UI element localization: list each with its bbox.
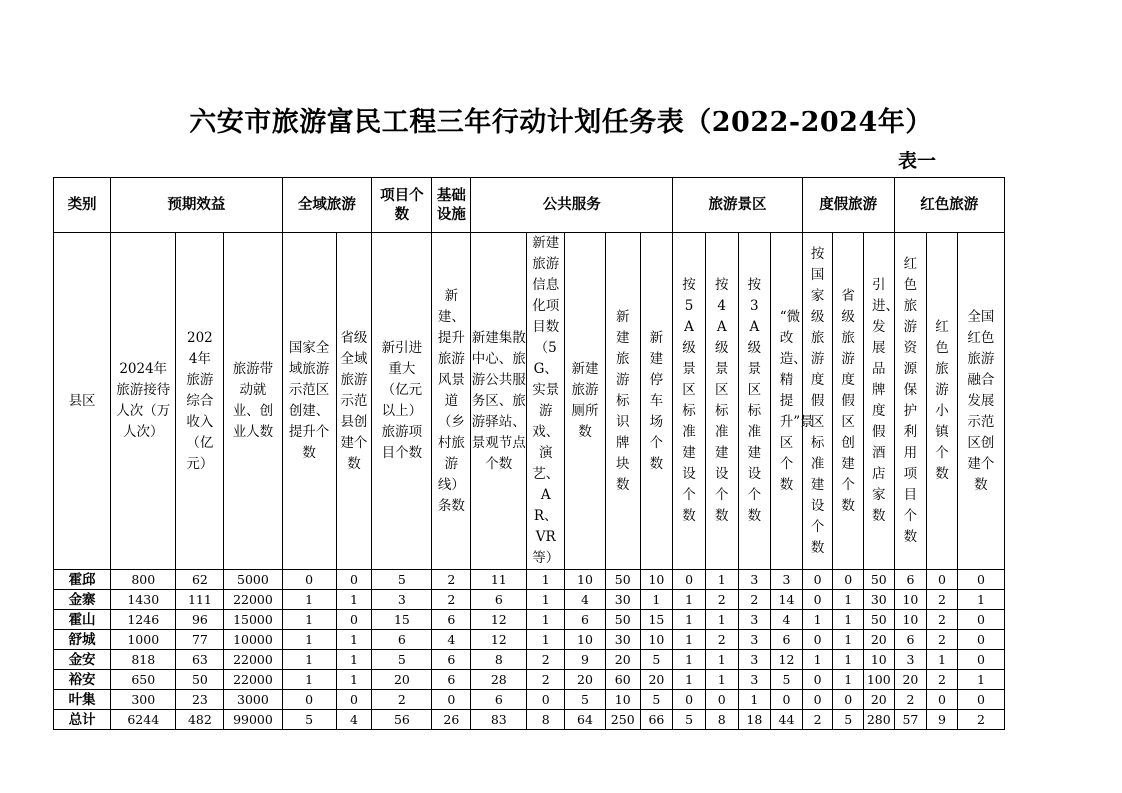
table-cell: 4: [432, 630, 471, 650]
table-cell: 1: [705, 650, 738, 670]
table-cell: 0: [432, 690, 471, 710]
table-cell: 20: [863, 630, 894, 650]
table-cell: 20: [565, 670, 606, 690]
table-cell: 50: [605, 570, 640, 590]
table-cell: 1: [527, 610, 565, 630]
table-cell: 0: [957, 690, 1004, 710]
table-cell: 1: [833, 650, 864, 670]
table-cell: 1: [802, 650, 833, 670]
table-cell: 11: [471, 570, 527, 590]
data-body: [54, 570, 1005, 730]
table-cell: 10: [640, 630, 673, 650]
table-cell: 15: [372, 610, 432, 630]
table-cell: 2: [432, 590, 471, 610]
table-cell: 4: [565, 590, 606, 610]
table-cell: 0: [802, 570, 833, 590]
page-title: 六安市旅游富民工程三年行动计划任务表（2022-2024年）: [189, 107, 933, 138]
table-cell: 1: [673, 630, 706, 650]
table-cell: 2: [527, 650, 565, 670]
table-cell: 100: [863, 670, 894, 690]
table-cell: 6: [471, 590, 527, 610]
table-cell: 800: [111, 570, 176, 590]
column-header-label: 按国家级旅游度假区标准建设个数: [810, 245, 825, 556]
table-cell: 0: [336, 610, 372, 630]
table-cell: 44: [771, 710, 803, 730]
table-cell: 6: [432, 610, 471, 630]
group-header-line: 数: [394, 206, 410, 223]
table-cell: 3: [738, 670, 771, 690]
column-header: [432, 233, 471, 570]
column-header-label: 新建停车场个数: [649, 329, 664, 472]
table-cell: 20: [605, 650, 640, 670]
table-cell: 1: [673, 590, 706, 610]
table-cell: 66: [640, 710, 673, 730]
table-cell: 6: [894, 570, 927, 590]
table-cell: 1: [802, 610, 833, 630]
table-cell: 50: [605, 610, 640, 630]
table-cell: 0: [336, 570, 372, 590]
table-cell: 15: [640, 610, 673, 630]
column-header-label: 新建旅游标识牌块数: [615, 308, 630, 493]
table-cell: 3: [738, 630, 771, 650]
column-header-label: 新建集散中心、旅游公共服务区、旅游驿站、景观节点个数: [471, 329, 526, 472]
table-cell: 1: [673, 670, 706, 690]
table-cell: 3: [894, 650, 927, 670]
table-cell: 6: [432, 650, 471, 670]
column-header-label: 红色旅游小镇个数: [935, 319, 949, 482]
table-cell: 0: [927, 690, 958, 710]
table-cell: 1: [527, 570, 565, 590]
county-header: [54, 233, 111, 570]
column-header-label: 省级旅游度假区创建个数: [841, 287, 855, 514]
table-cell: 5: [282, 710, 336, 730]
table-cell: 0: [957, 570, 1004, 590]
column-header: [771, 233, 814, 570]
table-cell: 650: [111, 670, 176, 690]
table-cell: 1: [282, 670, 336, 690]
table-cell: 64: [565, 710, 606, 730]
table-cell: 2: [927, 610, 958, 630]
column-header-label: 新建旅游信息化项目数（5G、实景游戏、演艺、AR、VR等）: [532, 235, 560, 566]
county-name: 裕安: [54, 670, 111, 690]
table-cell: 1: [705, 610, 738, 630]
column-header: [738, 233, 771, 570]
table-cell: 56: [372, 710, 432, 730]
table-cell: 2: [802, 710, 833, 730]
tourist-attractions-header: 旅游景区: [673, 178, 803, 233]
table-cell: 5: [372, 650, 432, 670]
table-cell: 10: [605, 690, 640, 710]
table-cell: 5: [565, 690, 606, 710]
table-cell: 0: [673, 690, 706, 710]
table-cell: 0: [282, 690, 336, 710]
table-cell: 10000: [224, 630, 282, 650]
category-header: 类别: [54, 178, 111, 233]
table-row: [54, 690, 1005, 710]
expected-benefits-header: 预期效益: [111, 178, 282, 233]
column-header: [673, 233, 706, 570]
table-cell: 3: [771, 570, 803, 590]
table-cell: 482: [176, 710, 224, 730]
column-header-label: 2024年旅游接待人次（万人次）: [116, 361, 171, 440]
table-cell: 96: [176, 610, 224, 630]
table-cell: 3: [738, 570, 771, 590]
table-cell: 1: [673, 610, 706, 630]
table-cell: 1: [336, 670, 372, 690]
column-header-label: 国家全域旅游示范区创建、提升个数: [288, 340, 330, 461]
table-cell: 10: [640, 570, 673, 590]
table-cell: 1: [833, 610, 864, 630]
table-cell: 0: [282, 570, 336, 590]
column-header: [957, 233, 1004, 570]
table-cell: 0: [527, 690, 565, 710]
table-cell: 1: [833, 630, 864, 650]
table-cell: 23: [176, 690, 224, 710]
table-cell: 1: [527, 630, 565, 650]
table-cell: 6244: [111, 710, 176, 730]
table-cell: 1000: [111, 630, 176, 650]
table-cell: 12: [771, 650, 803, 670]
table-cell: 5: [372, 570, 432, 590]
table-cell: 8: [527, 710, 565, 730]
table-cell: 57: [894, 710, 927, 730]
column-header: [176, 233, 224, 570]
column-header-label: 新建旅游厕所数: [571, 361, 599, 440]
county-name: 总计: [54, 710, 111, 730]
column-header: [282, 233, 336, 570]
group-header-row: [54, 178, 1005, 233]
table-cell: 1: [527, 590, 565, 610]
table-row: [54, 650, 1005, 670]
table-cell: 3: [738, 610, 771, 630]
table-cell: 26: [432, 710, 471, 730]
table-cell: 6: [471, 690, 527, 710]
table-cell: 1: [705, 670, 738, 690]
table-cell: 12: [471, 630, 527, 650]
table-row: [54, 590, 1005, 610]
table-row: [54, 570, 1005, 590]
table-cell: 18: [738, 710, 771, 730]
table-cell: 9: [927, 710, 958, 730]
table-cell: 4: [336, 710, 372, 730]
table-cell: 8: [471, 650, 527, 670]
column-header-label: 新建、提升旅游风景道（乡村旅游线）条数: [437, 287, 465, 514]
table-row: [54, 630, 1005, 650]
table-cell: 1: [336, 650, 372, 670]
table-cell: 30: [605, 590, 640, 610]
table-cell: 30: [863, 590, 894, 610]
table-cell: 1: [927, 650, 958, 670]
table-cell: 280: [863, 710, 894, 730]
table-cell: 1: [673, 650, 706, 670]
county-header-label: 县区: [68, 392, 96, 409]
column-header: [372, 233, 432, 570]
table-cell: 10: [863, 650, 894, 670]
table-cell: 22000: [224, 650, 282, 670]
table-cell: 28: [471, 670, 527, 690]
table-cell: 1: [282, 610, 336, 630]
table-cell: 818: [111, 650, 176, 670]
table-cell: 0: [802, 690, 833, 710]
table-cell: 22000: [224, 670, 282, 690]
table-cell: 2: [705, 630, 738, 650]
table-cell: 0: [771, 690, 803, 710]
table-cell: 5: [673, 710, 706, 730]
table-cell: 1: [738, 690, 771, 710]
table-cell: 3000: [224, 690, 282, 710]
table-cell: 2: [432, 570, 471, 590]
table-cell: 111: [176, 590, 224, 610]
table-cell: 1: [957, 590, 1004, 610]
column-header-label: 按5A级景区标准建设个数: [682, 277, 696, 524]
county-name: 霍邱: [54, 570, 111, 590]
column-header-label: 按3A级景区标准建设个数: [747, 277, 762, 524]
table-cell: 2: [894, 690, 927, 710]
table-cell: 99000: [224, 710, 282, 730]
table-row: [54, 610, 1005, 630]
table-cell: 6: [372, 630, 432, 650]
table-cell: 3: [738, 650, 771, 670]
table-cell: 1: [282, 650, 336, 670]
table-cell: 5: [833, 710, 864, 730]
table-cell: 1246: [111, 610, 176, 630]
column-header: [224, 233, 282, 570]
group-header-line: 项目个: [380, 187, 424, 204]
table-cell: 20: [640, 670, 673, 690]
column-header: [927, 233, 958, 570]
table-cell: 1: [833, 590, 864, 610]
column-header: [605, 233, 640, 570]
column-header-label: 旅游带动就业、创业人数: [232, 361, 274, 440]
column-header-label: 全国红色旅游融合发展示范区创建个数: [967, 308, 995, 493]
table-cell: 10: [565, 570, 606, 590]
table-cell: 0: [336, 690, 372, 710]
table-cell: 0: [802, 590, 833, 610]
column-header-label: 省级全域旅游示范县创建个数: [340, 329, 368, 472]
table-cell: 1430: [111, 590, 176, 610]
column-header: [111, 233, 176, 570]
table-cell: 14: [771, 590, 803, 610]
table-cell: 63: [176, 650, 224, 670]
table-cell: 1: [640, 590, 673, 610]
county-name: 舒城: [54, 630, 111, 650]
table-cell: 8: [705, 710, 738, 730]
table-cell: 83: [471, 710, 527, 730]
column-header-label: 2024年旅游综合收入（亿元）: [186, 329, 214, 472]
project-count-header: [372, 178, 432, 233]
table-cell: 0: [673, 570, 706, 590]
table-cell: 6: [432, 670, 471, 690]
table-cell: 50: [176, 670, 224, 690]
task-table: [53, 177, 1005, 730]
table-cell: 22000: [224, 590, 282, 610]
column-header: [471, 233, 527, 570]
all-region-tourism-header: 全域旅游: [282, 178, 372, 233]
table-cell: 77: [176, 630, 224, 650]
table-cell: 50: [863, 570, 894, 590]
table-cell: 2: [527, 670, 565, 690]
column-header-label: 引进、发展品牌度假酒店家数: [872, 277, 900, 524]
table-row: [54, 710, 1005, 730]
column-header-label: 红色旅游资源保护利用项目个数: [903, 256, 918, 545]
table-row: [54, 670, 1005, 690]
table-cell: 0: [957, 610, 1004, 630]
table-cell: 12: [471, 610, 527, 630]
column-header-row: [54, 233, 1005, 570]
column-header-label: 按4A级景区标准建设个数: [714, 277, 729, 524]
table-cell: 0: [802, 670, 833, 690]
table-cell: 2: [957, 710, 1004, 730]
column-header: [802, 233, 833, 570]
table-cell: 50: [863, 610, 894, 630]
group-header-line: 设施: [436, 206, 466, 223]
table-label: 表一: [898, 150, 937, 172]
public-services-header: 公共服务: [471, 178, 673, 233]
column-header: [565, 233, 606, 570]
table-cell: 2: [927, 670, 958, 690]
table-cell: 20: [372, 670, 432, 690]
table-cell: 0: [802, 630, 833, 650]
table-cell: 0: [957, 630, 1004, 650]
table-cell: 5: [640, 690, 673, 710]
table-cell: 5000: [224, 570, 282, 590]
table-cell: 60: [605, 670, 640, 690]
table-cell: 3: [372, 590, 432, 610]
table-cell: 1: [336, 590, 372, 610]
table-cell: 0: [833, 690, 864, 710]
table-cell: 6: [565, 610, 606, 630]
table-cell: 300: [111, 690, 176, 710]
column-header: [527, 233, 565, 570]
county-name: 金安: [54, 650, 111, 670]
table-cell: 2: [705, 590, 738, 610]
infrastructure-header: [432, 178, 471, 233]
table-cell: 62: [176, 570, 224, 590]
group-header-line: 基础: [436, 187, 466, 204]
red-tourism-header: 红色旅游: [894, 178, 1004, 233]
table-cell: 2: [738, 590, 771, 610]
column-header: [863, 233, 900, 570]
table-cell: 2: [372, 690, 432, 710]
table-cell: 30: [605, 630, 640, 650]
table-cell: 2: [927, 630, 958, 650]
table-cell: 4: [771, 610, 803, 630]
table-cell: 20: [863, 690, 894, 710]
column-header: [336, 233, 372, 570]
column-header-label: 新引进重大（亿元以上）旅游项目个数: [381, 340, 423, 461]
table-cell: 10: [565, 630, 606, 650]
table-cell: 0: [957, 650, 1004, 670]
table-cell: 10: [894, 610, 927, 630]
table-cell: 5: [771, 670, 803, 690]
table-cell: 10: [894, 590, 927, 610]
table-cell: 9: [565, 650, 606, 670]
resort-tourism-header: 度假旅游: [802, 178, 894, 233]
column-header: [705, 233, 738, 570]
column-header: [894, 233, 927, 570]
table-cell: 6: [771, 630, 803, 650]
county-name: 叶集: [54, 690, 111, 710]
table-cell: 6: [894, 630, 927, 650]
table-cell: 1: [957, 670, 1004, 690]
table-cell: 0: [705, 690, 738, 710]
county-name: 金寨: [54, 590, 111, 610]
table-cell: 1: [282, 590, 336, 610]
table-cell: 250: [605, 710, 640, 730]
table-cell: 5: [640, 650, 673, 670]
table-cell: 20: [894, 670, 927, 690]
table-cell: 0: [927, 570, 958, 590]
table-cell: 15000: [224, 610, 282, 630]
column-header-label: “微改造、精提升”景区个数: [779, 308, 814, 493]
table-cell: 1: [336, 630, 372, 650]
table-cell: 1: [282, 630, 336, 650]
column-header: [640, 233, 673, 570]
county-name: 霍山: [54, 610, 111, 630]
column-header: [833, 233, 864, 570]
table-cell: 0: [833, 570, 864, 590]
table-cell: 2: [927, 590, 958, 610]
table-cell: 1: [833, 670, 864, 690]
table-cell: 1: [705, 570, 738, 590]
